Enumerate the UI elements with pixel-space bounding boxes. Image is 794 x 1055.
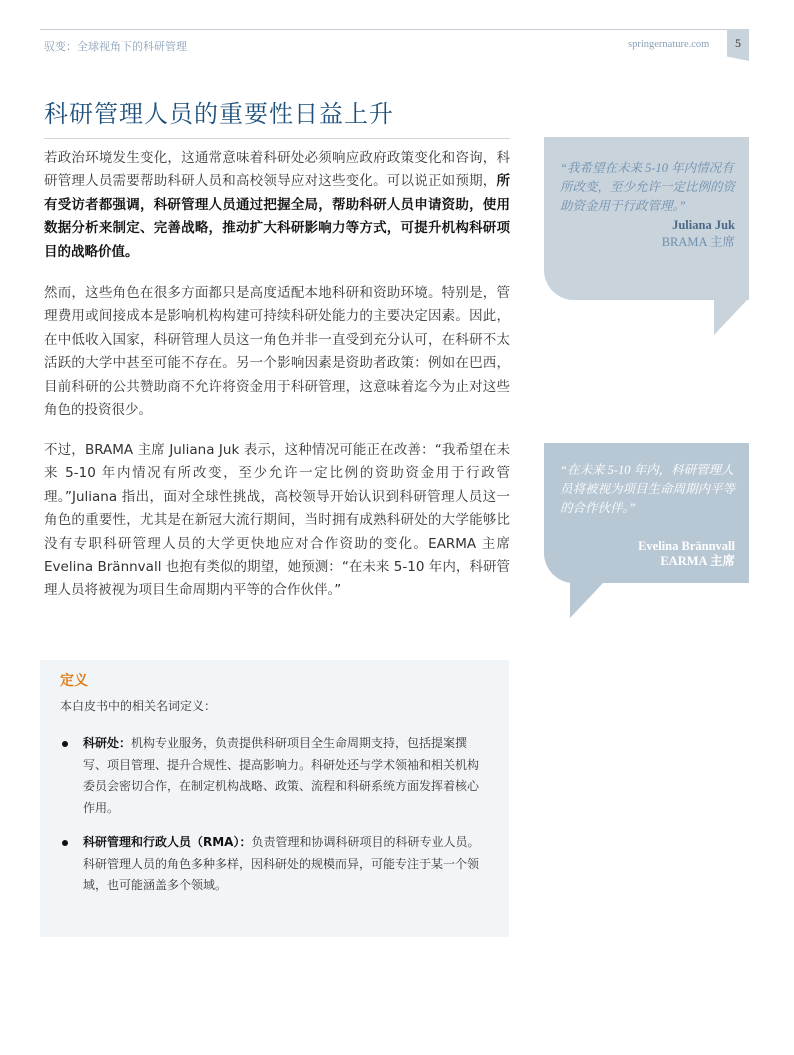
pull-quote-text-2: “在未来 5-10 年内，科研管理人员将被视为项目生命周期内平等的合作伙伴。” — [560, 463, 736, 515]
bullet-icon — [62, 840, 68, 846]
paragraph-1-emphasis: 所有受访者都强调，科研管理人员通过把握全局，帮助科研人员申请资助，使用数据分析来制定、完善战略，推动扩大科研影响力等方式，可提升机构科研项目的战略价值。 — [44, 173, 510, 260]
pull-quote-author-1: Juliana Juk — [672, 218, 735, 232]
definition-text: 负责管理和协调科研项目的科研专业人员。科研管理人员的角色多种多样，因科研处的规模而异，可能专注于某一个领域，也可能涵盖多个领域。 — [83, 835, 480, 892]
header-website[interactable]: springernature.com — [628, 39, 710, 50]
definitions-title: 定义 — [60, 673, 88, 689]
header-publication-title: 驭变：全球视角下的科研管理 — [44, 40, 187, 53]
body-paragraph-1 — [44, 147, 510, 264]
body-paragraph-2: 然而，这些角色在很多方面都只是高度适配本地科研和资助环境。特别是，管理费用或间接成本是影响机构构建可持续科研处能力的主要决定因素。因此，在中低收入国家，科研管理人员这一角色并非一直受到充分认可，在科研不太活跃的大学中甚至可能不存在。另一个影响因素是资助者政策：例如在巴西，目前科研的公共赞助商不允许将资金用于科研管理，这意味着迄今为止对这些角色的投资很少。 — [44, 285, 510, 419]
pull-quote-role-2: EARMA 主席 — [660, 554, 735, 568]
header-rule — [40, 29, 749, 30]
definition-item — [83, 832, 488, 897]
pull-quote-role-1: BRAMA 主席 — [661, 235, 735, 249]
definitions-intro: 本白皮书中的相关名词定义： — [60, 699, 217, 713]
pull-quote-tail-2 — [570, 582, 604, 618]
page-number: 5 — [735, 36, 741, 50]
pull-quote-text-1: “我希望在未来 5-10 年内情况有所改变，至少允许一定比例的资助资金用于行政管理。” — [560, 161, 736, 213]
definition-text: 机构专业服务，负责提供科研项目全生命周期支持，包括提案撰写、项目管理、提升合规性、提高影响力。科研处还与学术领袖和相关机构委员会密切合作，在制定机构战略、政策、流程和科研系统方面发挥着核心作用。 — [83, 736, 480, 815]
section-title: 科研管理人员的重要性日益上升 — [44, 100, 394, 128]
definition-term: 科研处： — [83, 736, 132, 750]
body-paragraph-3: 不过，BRAMA 主席 Juliana Juk 表示，这种情况可能正在改善：“我希望在未来 5-10 年内情况有所改变，至少允许一定比例的资助资金用于行政管理。”Juliana 指出，面对全球性挑战，高校领导开始认识到科研管理人员这一角色的重要性，尤其是在新冠大流行期间，当时拥有成熟科研处的大学能够比没有专职科研管理人员的大学更快地应对合作资助的变化。EARMA 主席 Evelina Brännvall 也抱有类似的期望，她预测：“在未来 5-10 年内，科研管理人员将被视为项目生命周期内平等的合作伙伴。” — [44, 442, 510, 599]
pull-quote-author-2: Evelina Brännvall — [638, 539, 735, 553]
title-divider — [44, 138, 510, 139]
definition-term: 科研管理和行政人员（RMA）： — [83, 835, 252, 849]
paragraph-1-text: 若政治环境发生变化，这通常意味着科研处必须响应政府政策变化和咨询，科研管理人员需要帮助科研人员和高校领导应对这些变化。可以说正如预期， — [44, 150, 510, 190]
pull-quote-tail-1 — [714, 299, 748, 335]
definition-item — [83, 733, 488, 819]
bullet-icon — [62, 741, 68, 747]
